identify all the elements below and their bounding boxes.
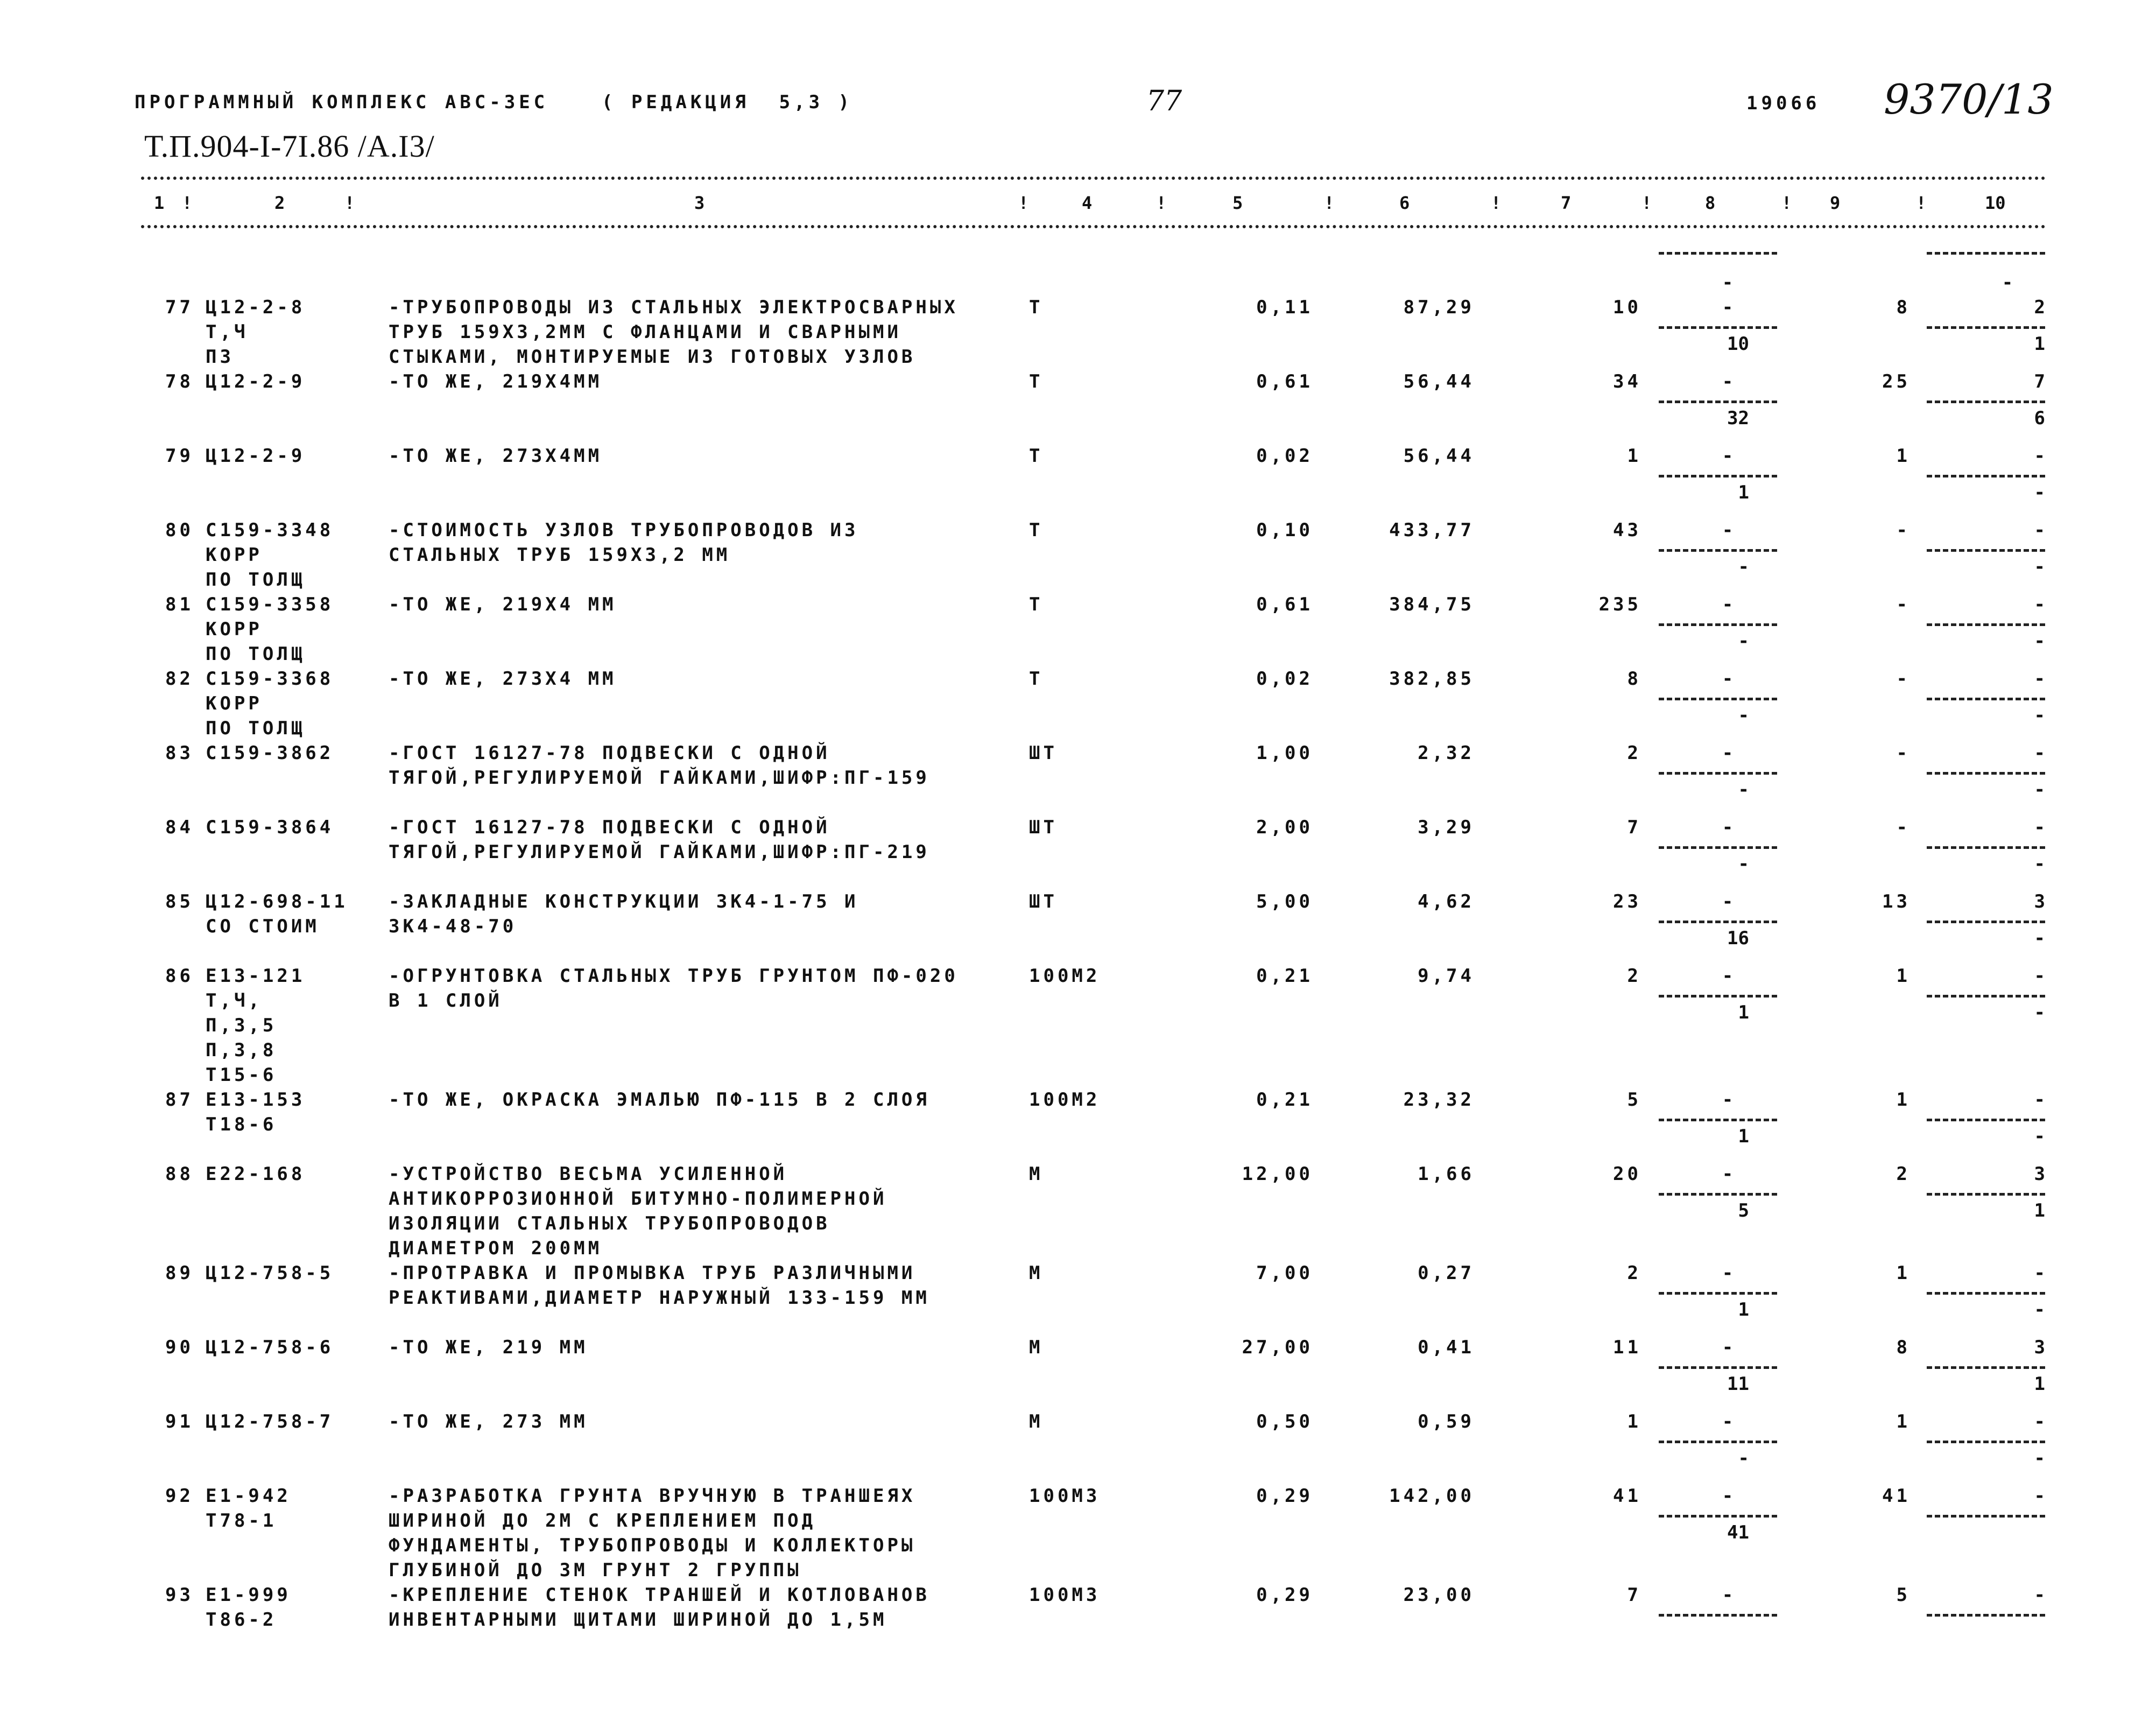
column-9-value: 1 [1896, 445, 1911, 467]
column-8-value: - [1722, 1163, 1734, 1185]
column-8-divider [1659, 1614, 1777, 1617]
column-number-8: 8 [1705, 193, 1716, 213]
total-cost: 2 [1627, 965, 1641, 987]
quantity: 12,00 [1242, 1163, 1313, 1185]
column-8-value: - [1722, 742, 1734, 764]
column-10-divider [1927, 1366, 2045, 1369]
column-9-value: 25 [1882, 371, 1911, 392]
column-separator: ! [1491, 193, 1502, 213]
column-10-value: - [2034, 1089, 2045, 1111]
column-9-value: - [1896, 817, 1911, 838]
column-8-bottom: - [1738, 705, 1749, 726]
row-number: 81 [165, 594, 194, 615]
column-10-divider [1927, 1119, 2045, 1121]
document-id: Т.П.904-I-7I.86 /А.I3/ [144, 129, 435, 164]
unit-price: 3,29 [1418, 817, 1475, 838]
column-8-divider [1659, 846, 1777, 849]
column-10-divider [1927, 772, 2045, 775]
column-8-divider [1659, 772, 1777, 775]
column-8-value: - [1722, 1262, 1734, 1284]
column-10-bottom: - [2034, 779, 2045, 800]
column-number-9: 9 [1830, 193, 1841, 213]
quantity: 2,00 [1256, 817, 1313, 838]
column-8-divider [1659, 1193, 1777, 1196]
total-cost: 34 [1613, 371, 1641, 392]
column-10-value: - [2034, 445, 2045, 467]
quantity: 0,02 [1256, 668, 1313, 690]
rate-code: Е1-942 Т78-1 [206, 1485, 291, 1532]
row-number: 87 [165, 1089, 194, 1111]
unit: Т [1029, 371, 1044, 392]
row-number: 83 [165, 742, 194, 764]
column-8-divider [1659, 1515, 1777, 1518]
rate-code: Ц12-758-6 [206, 1337, 334, 1358]
column-8-bottom: - [1738, 1448, 1749, 1469]
column-8-bottom: - [1738, 853, 1749, 875]
rate-code: Ц12-698-11 СО СТОИМ [206, 891, 348, 937]
sheet-code: 19066 [1746, 93, 1821, 114]
column-8-divider [1659, 401, 1777, 403]
unit: Т [1029, 519, 1044, 541]
column-8-value: - [1722, 891, 1734, 912]
column-separator: ! [1781, 193, 1792, 213]
header-rule-bottom [141, 225, 2046, 228]
row-number: 79 [165, 445, 194, 467]
column-8-divider [1659, 623, 1777, 626]
work-description: -ТО ЖЕ, 273Х4ММ [389, 445, 603, 467]
column-8-divider [1659, 549, 1777, 552]
work-description: -УСТРОЙСТВО ВЕСЬМА УСИЛЕННОЙ АНТИКОРРОЗИОННОЙ БИТУМНО-ПОЛИМЕРНОЙ ИЗОЛЯЦИИ СТАЛЬНЫХ ТРУБОПРОВОДОВ ДИАМЕТРОМ 200ММ [389, 1163, 887, 1259]
unit-price: 0,41 [1418, 1337, 1475, 1358]
unit: ШТ [1029, 891, 1058, 912]
rate-code: С159-3862 [206, 742, 334, 764]
unit: ШТ [1029, 817, 1058, 838]
column-8-divider [1659, 1119, 1777, 1121]
header-rule-top [141, 177, 2046, 180]
rate-code: Ц12-2-9 [206, 445, 306, 467]
column-8-divider [1659, 995, 1777, 998]
column-8-value: - [1722, 1584, 1734, 1606]
rate-code: Е22-168 [206, 1163, 306, 1185]
unit-price: 433,77 [1389, 519, 1475, 541]
unit: Т [1029, 445, 1044, 467]
column-10-divider [1927, 698, 2045, 700]
unit: 100М3 [1029, 1485, 1101, 1507]
total-cost: 7 [1627, 1584, 1641, 1606]
work-description: -СТОИМОСТЬ УЗЛОВ ТРУБОПРОВОДОВ ИЗ СТАЛЬНЫХ ТРУБ 159Х3,2 ММ [389, 519, 859, 566]
column-8-bottom: 1 [1738, 1126, 1749, 1147]
column-8-value: - [1722, 445, 1734, 467]
column-8-value: - [1722, 1411, 1734, 1432]
work-description: -ПРОТРАВКА И ПРОМЫВКА ТРУБ РАЗЛИЧНЫМИ РЕАКТИВАМИ,ДИАМЕТР НАРУЖНЫЙ 133-159 ММ [389, 1262, 930, 1309]
column-8-value: - [1722, 817, 1734, 838]
column-9-value: 1 [1896, 1262, 1911, 1284]
column-9-value: 13 [1882, 891, 1911, 912]
column-number-1: 1 [154, 193, 165, 213]
column-8-value: - [1722, 668, 1734, 690]
work-description: -ГОСТ 16127-78 ПОДВЕСКИ С ОДНОЙ ТЯГОЙ,РЕГУЛИРУЕМОЙ ГАЙКАМИ,ШИФР:ПГ-219 [389, 817, 930, 863]
column-top-divider [1659, 252, 1777, 255]
column-9-value: 2 [1896, 1163, 1911, 1185]
column-8-divider [1659, 475, 1777, 477]
total-cost: 11 [1613, 1337, 1641, 1358]
work-description: -ТРУБОПРОВОДЫ ИЗ СТАЛЬНЫХ ЭЛЕКТРОСВАРНЫХ ТРУБ 159Х3,2ММ С ФЛАНЦАМИ И СВАРНЫМИ СТЫКАМИ, МОНТИРУЕМЫЕ ИЗ ГОТОВЫХ УЗЛОВ [389, 297, 959, 368]
row-number: 89 [165, 1262, 194, 1284]
column-10-divider [1927, 846, 2045, 849]
column-9-value: - [1896, 742, 1911, 764]
quantity: 0,21 [1256, 965, 1313, 987]
column-10-bottom: 1 [2034, 333, 2045, 355]
column-10-value: 3 [2034, 1337, 2045, 1358]
total-cost: 7 [1627, 817, 1641, 838]
column-8-value: - [1722, 1485, 1734, 1507]
column-10-bottom: - [2034, 1448, 2045, 1469]
work-description: -ТО ЖЕ, 273 ММ [389, 1411, 588, 1432]
column-10-bottom: - [2034, 853, 2045, 875]
column-10-value: 7 [2034, 371, 2045, 392]
column-9-value: - [1896, 594, 1911, 615]
column-separator: ! [344, 193, 355, 213]
row-number: 93 [165, 1584, 194, 1606]
column-number-4: 4 [1082, 193, 1093, 213]
column-8-value: - [1722, 965, 1734, 987]
unit: Т [1029, 297, 1044, 318]
column-number-7: 7 [1561, 193, 1572, 213]
column-10-bottom: - [2034, 556, 2045, 578]
column-8-bottom: 41 [1727, 1522, 1749, 1543]
column-8-divider [1659, 1292, 1777, 1295]
column-separator: ! [1916, 193, 1927, 213]
column-8-bottom: 10 [1727, 333, 1749, 355]
unit: Т [1029, 668, 1044, 690]
total-cost: 10 [1613, 297, 1641, 318]
column-8-bottom: - [1738, 779, 1749, 800]
rate-code: Ц12-2-9 [206, 371, 306, 392]
column-8-bottom: 5 [1738, 1200, 1749, 1221]
row-number: 77 [165, 297, 194, 318]
unit: 100М3 [1029, 1584, 1101, 1606]
unit: ШТ [1029, 742, 1058, 764]
rate-code: Е13-121 Т,Ч, П,3,5 П,3,8 Т15-6 [206, 965, 306, 1086]
unit: М [1029, 1163, 1044, 1185]
rate-code: С159-3358 КОРР ПО ТОЛЩ [206, 594, 334, 665]
column-number-6: 6 [1399, 193, 1410, 213]
column-10-bottom: - [2034, 482, 2045, 503]
unit-price: 382,85 [1389, 668, 1475, 690]
rate-code: Е13-153 Т18-6 [206, 1089, 306, 1135]
work-description: -ТО ЖЕ, ОКРАСКА ЭМАЛЬЮ ПФ-115 В 2 СЛОЯ [389, 1089, 930, 1111]
unit-price: 23,00 [1403, 1584, 1475, 1606]
column-8-divider [1659, 326, 1777, 329]
total-cost: 2 [1627, 742, 1641, 764]
column-10-bottom: - [2034, 705, 2045, 726]
unit-price: 56,44 [1403, 371, 1475, 392]
quantity: 0,50 [1256, 1411, 1313, 1432]
work-description: -ТО ЖЕ, 273Х4 ММ [389, 668, 617, 690]
column-10-bottom: - [2034, 928, 2045, 949]
work-description: -ЗАКЛАДНЫЕ КОНСТРУКЦИИ ЗК4-1-75 И ЗК4-48-70 [389, 891, 859, 937]
total-cost: 235 [1598, 594, 1641, 615]
column-8-divider [1659, 698, 1777, 700]
unit-price: 384,75 [1389, 594, 1475, 615]
unit-price: 0,59 [1418, 1411, 1475, 1432]
rate-code: Ц12-2-8 Т,Ч П3 [206, 297, 306, 368]
quantity: 0,61 [1256, 594, 1313, 615]
column-8-value: - [1722, 519, 1734, 541]
unit-price: 4,62 [1418, 891, 1475, 912]
unit-price: 142,00 [1389, 1485, 1475, 1507]
row-number: 78 [165, 371, 194, 392]
column-separator: ! [1018, 193, 1029, 213]
total-cost: 1 [1627, 445, 1641, 467]
unit: Т [1029, 594, 1044, 615]
column-10-value: - [2034, 965, 2045, 987]
unit: М [1029, 1262, 1044, 1284]
column-10-bottom: 1 [2034, 1200, 2045, 1221]
quantity: 1,00 [1256, 742, 1313, 764]
row-number: 80 [165, 519, 194, 541]
row-number: 90 [165, 1337, 194, 1358]
column-8-top: - [1722, 272, 1734, 293]
unit-price: 56,44 [1403, 445, 1475, 467]
column-10-value: 3 [2034, 1163, 2045, 1185]
column-10-divider [1927, 1441, 2045, 1443]
work-description: -КРЕПЛЕНИЕ СТЕНОК ТРАНШЕЙ И КОТЛОВАНОВ ИНВЕНТАРНЫМИ ЩИТАМИ ШИРИНОЙ ДО 1,5М [389, 1584, 930, 1631]
row-number: 92 [165, 1485, 194, 1507]
total-cost: 8 [1627, 668, 1641, 690]
rate-code: С159-3348 КОРР ПО ТОЛЩ [206, 519, 334, 591]
quantity: 0,29 [1256, 1485, 1313, 1507]
work-description: -РАЗРАБОТКА ГРУНТА ВРУЧНУЮ В ТРАНШЕЯХ ШИРИНОЙ ДО 2М С КРЕПЛЕНИЕМ ПОД ФУНДАМЕНТЫ, ТРУБОПРОВОДЫ И КОЛЛЕКТОРЫ ГЛУБИНОЙ ДО 3М ГРУНТ 2 ГРУППЫ [389, 1485, 916, 1581]
column-10-divider [1927, 1292, 2045, 1295]
total-cost: 1 [1627, 1411, 1641, 1432]
column-10-value: 2 [2034, 297, 2045, 318]
column-10-value: - [2034, 1584, 2045, 1606]
row-number: 85 [165, 891, 194, 912]
unit-price: 2,32 [1418, 742, 1475, 764]
handwritten-reference: 9370/13 [1884, 75, 2054, 123]
rate-code: Е1-999 Т86-2 [206, 1584, 291, 1631]
column-8-divider [1659, 921, 1777, 923]
column-10-value: - [2034, 1262, 2045, 1284]
column-9-value: - [1896, 519, 1911, 541]
column-10-value: - [2034, 519, 2045, 541]
column-8-bottom: 32 [1727, 408, 1749, 429]
work-description: -ТО ЖЕ, 219 ММ [389, 1337, 588, 1358]
column-8-value: - [1722, 594, 1734, 615]
column-10-divider [1927, 401, 2045, 403]
rate-code: Ц12-758-7 [206, 1411, 334, 1432]
column-8-bottom: 1 [1738, 482, 1749, 503]
unit-price: 23,32 [1403, 1089, 1475, 1111]
column-10-value: - [2034, 742, 2045, 764]
column-10-top: - [2002, 272, 2013, 293]
column-separator: ! [1156, 193, 1167, 213]
row-number: 91 [165, 1411, 194, 1432]
unit: М [1029, 1411, 1044, 1432]
column-8-divider [1659, 1441, 1777, 1443]
column-number-3: 3 [694, 193, 705, 213]
column-9-value: 1 [1896, 1411, 1911, 1432]
work-description: -ГОСТ 16127-78 ПОДВЕСКИ С ОДНОЙ ТЯГОЙ,РЕГУЛИРУЕМОЙ ГАЙКАМИ,ШИФР:ПГ-159 [389, 742, 930, 789]
column-10-value: - [2034, 668, 2045, 690]
column-separator: ! [1324, 193, 1335, 213]
column-8-bottom: - [1738, 556, 1749, 578]
column-10-bottom: - [2034, 1002, 2045, 1023]
column-10-value: - [2034, 817, 2045, 838]
column-10-divider [1927, 1614, 2045, 1617]
column-10-divider [1927, 1193, 2045, 1196]
unit: 100М2 [1029, 1089, 1101, 1111]
total-cost: 20 [1613, 1163, 1641, 1185]
column-8-value: - [1722, 297, 1734, 318]
total-cost: 41 [1613, 1485, 1641, 1507]
total-cost: 5 [1627, 1089, 1641, 1111]
column-10-value: 3 [2034, 891, 2045, 912]
column-10-bottom: 1 [2034, 1373, 2045, 1395]
total-cost: 23 [1613, 891, 1641, 912]
column-10-divider [1927, 326, 2045, 329]
column-8-bottom: - [1738, 630, 1749, 652]
column-8-value: - [1722, 1337, 1734, 1358]
row-number: 84 [165, 817, 194, 838]
quantity: 7,00 [1256, 1262, 1313, 1284]
column-10-divider [1927, 475, 2045, 477]
column-8-bottom: 11 [1727, 1373, 1749, 1395]
column-separator: ! [182, 193, 193, 213]
unit-price: 87,29 [1403, 297, 1475, 318]
row-number: 82 [165, 668, 194, 690]
column-9-value: - [1896, 668, 1911, 690]
page-number: 77 [1146, 85, 1182, 117]
quantity: 0,29 [1256, 1584, 1313, 1606]
column-9-value: 8 [1896, 297, 1911, 318]
column-10-value: - [2034, 1485, 2045, 1507]
quantity: 5,00 [1256, 891, 1313, 912]
quantity: 0,61 [1256, 371, 1313, 392]
program-title: ПРОГРАММНЫЙ КОМПЛЕКС АВС-ЗЕС [135, 92, 549, 113]
work-description: -ТО ЖЕ, 219Х4 ММ [389, 594, 617, 615]
rate-code: С159-3864 [206, 817, 334, 838]
column-9-value: 5 [1896, 1584, 1911, 1606]
column-10-bottom: - [2034, 1299, 2045, 1320]
quantity: 27,00 [1242, 1337, 1313, 1358]
column-10-divider [1927, 921, 2045, 923]
column-separator: ! [1641, 193, 1652, 213]
row-number: 88 [165, 1163, 194, 1185]
column-number-2: 2 [274, 193, 285, 213]
column-top-divider [1927, 252, 2045, 255]
quantity: 0,21 [1256, 1089, 1313, 1111]
column-10-bottom: - [2034, 1126, 2045, 1147]
unit: М [1029, 1337, 1044, 1358]
rate-code: С159-3368 КОРР ПО ТОЛЩ [206, 668, 334, 739]
rate-code: Ц12-758-5 [206, 1262, 334, 1284]
column-8-bottom: 1 [1738, 1299, 1749, 1320]
column-number-10: 10 [1985, 193, 2006, 213]
work-description: -ОГРУНТОВКА СТАЛЬНЫХ ТРУБ ГРУНТОМ ПФ-020 В 1 СЛОЙ [389, 965, 959, 1011]
column-number-5: 5 [1232, 193, 1243, 213]
column-10-divider [1927, 995, 2045, 998]
column-8-bottom: 1 [1738, 1002, 1749, 1023]
row-number: 86 [165, 965, 194, 987]
work-description: -ТО ЖЕ, 219Х4ММ [389, 371, 603, 392]
column-10-divider [1927, 549, 2045, 552]
total-cost: 2 [1627, 1262, 1641, 1284]
quantity: 0,10 [1256, 519, 1313, 541]
column-10-value: - [2034, 1411, 2045, 1432]
column-9-value: 1 [1896, 965, 1911, 987]
column-9-value: 8 [1896, 1337, 1911, 1358]
column-10-divider [1927, 1515, 2045, 1518]
quantity: 0,02 [1256, 445, 1313, 467]
column-9-value: 1 [1896, 1089, 1911, 1111]
unit-price: 1,66 [1418, 1163, 1475, 1185]
column-8-divider [1659, 1366, 1777, 1369]
unit-price: 9,74 [1418, 965, 1475, 987]
column-8-value: - [1722, 1089, 1734, 1111]
column-10-bottom: - [2034, 630, 2045, 652]
column-8-value: - [1722, 371, 1734, 392]
column-8-bottom: 16 [1727, 928, 1749, 949]
column-9-value: 41 [1882, 1485, 1911, 1507]
column-10-divider [1927, 623, 2045, 626]
edition-label: ( РЕДАКЦИЯ 5,3 ) [602, 92, 853, 113]
column-10-bottom: 6 [2034, 408, 2045, 429]
unit: 100М2 [1029, 965, 1101, 987]
total-cost: 43 [1613, 519, 1641, 541]
column-10-value: - [2034, 594, 2045, 615]
unit-price: 0,27 [1418, 1262, 1475, 1284]
quantity: 0,11 [1256, 297, 1313, 318]
